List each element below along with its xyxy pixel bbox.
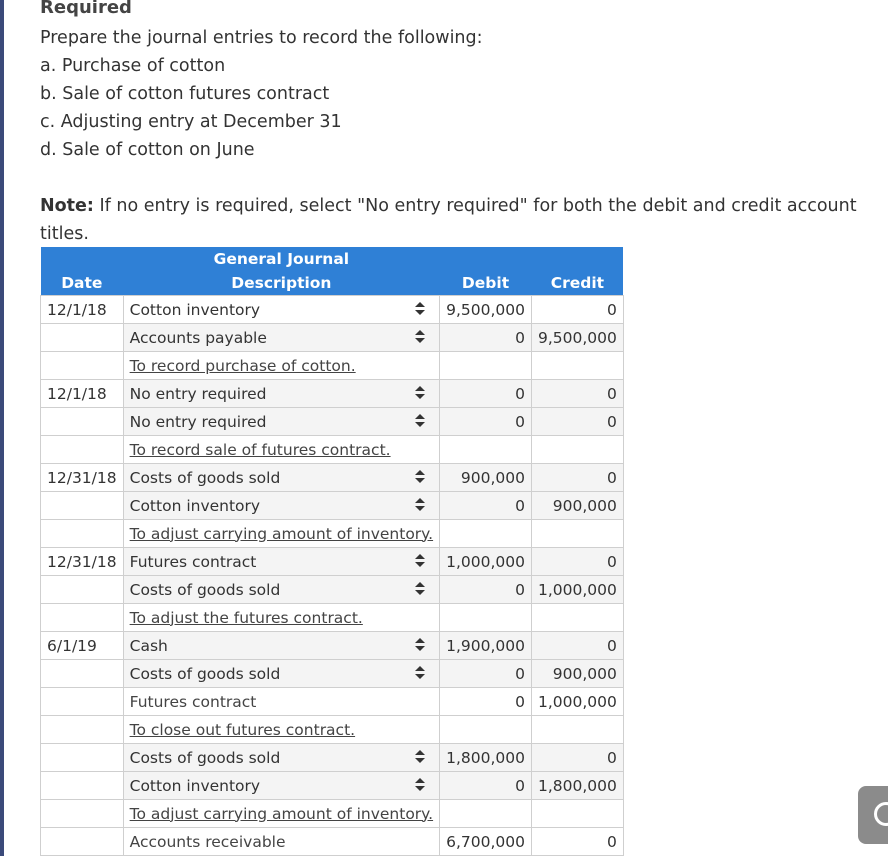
required-intro: Prepare the journal entries to record the following:	[40, 28, 483, 48]
credit-input[interactable]: 0	[531, 380, 623, 408]
credit-input[interactable]: 0	[531, 632, 623, 660]
required-item-d: d. Sale of cotton on June	[40, 140, 255, 160]
table-row	[41, 744, 624, 772]
account-select[interactable]	[123, 744, 439, 772]
account-select[interactable]	[123, 464, 439, 492]
memo-row	[41, 716, 624, 744]
table-row	[41, 576, 624, 604]
account-label: No entry required	[129, 412, 267, 431]
table-row	[41, 772, 624, 800]
header-credit: Credit	[531, 271, 623, 296]
date-cell	[41, 688, 124, 716]
memo-row	[41, 520, 624, 548]
date-cell	[41, 324, 124, 352]
select-updown-icon	[415, 582, 425, 596]
credit-input[interactable]: 0	[531, 548, 623, 576]
account-label: Accounts payable	[129, 328, 267, 347]
table-row	[41, 492, 624, 520]
note-label: Note:	[40, 196, 94, 216]
credit-input[interactable]: 9,500,000	[531, 324, 623, 352]
select-updown-icon	[415, 666, 425, 680]
arrow-up-circle-icon	[874, 802, 888, 826]
debit-input[interactable]: 0	[440, 324, 532, 352]
select-updown-icon	[415, 750, 425, 764]
date-cell	[41, 408, 124, 436]
credit-input[interactable]: 1,000,000	[531, 576, 623, 604]
account-label: Cotton inventory	[129, 300, 261, 319]
select-updown-icon	[415, 414, 425, 428]
date-cell: 12/31/18	[41, 464, 124, 492]
account-text: Futures contract	[123, 688, 439, 716]
header-date: Date	[41, 271, 124, 296]
date-cell	[41, 772, 124, 800]
select-updown-icon	[415, 302, 425, 316]
table-row	[41, 548, 624, 576]
date-cell	[41, 744, 124, 772]
table-row	[41, 324, 624, 352]
account-label: Costs of goods sold	[129, 664, 281, 683]
select-updown-icon	[415, 638, 425, 652]
credit-input[interactable]: 1,800,000	[531, 772, 623, 800]
table-row	[41, 464, 624, 492]
debit-input[interactable]: 1,000,000	[440, 548, 532, 576]
date-cell	[41, 660, 124, 688]
debit-input[interactable]: 0	[440, 492, 532, 520]
memo-row	[41, 352, 624, 380]
journal-title: General Journal	[123, 247, 439, 271]
select-updown-icon	[415, 498, 425, 512]
required-instructions	[40, 24, 483, 164]
date-cell: 12/1/18	[41, 380, 124, 408]
debit-input[interactable]: 0	[440, 408, 532, 436]
debit-input[interactable]: 0	[440, 688, 532, 716]
credit-input[interactable]: 0	[531, 744, 623, 772]
account-select[interactable]	[123, 296, 439, 324]
debit-input[interactable]: 6,700,000	[440, 828, 532, 856]
table-row	[41, 408, 624, 436]
memo-text[interactable]: To adjust carrying amount of inventory.	[123, 800, 439, 828]
scroll-to-top-button[interactable]	[858, 786, 888, 844]
account-label: Cotton inventory	[129, 496, 261, 515]
account-select[interactable]	[123, 324, 439, 352]
credit-input[interactable]: 0	[531, 828, 623, 856]
journal-body	[41, 296, 624, 856]
account-label: Cash	[129, 636, 168, 655]
memo-row	[41, 436, 624, 464]
debit-input[interactable]: 0	[440, 380, 532, 408]
table-row	[41, 296, 624, 324]
required-item-c: c. Adjusting entry at December 31	[40, 112, 342, 132]
date-cell	[41, 492, 124, 520]
debit-input[interactable]: 0	[440, 660, 532, 688]
account-label: Cotton inventory	[129, 776, 261, 795]
select-updown-icon	[415, 330, 425, 344]
table-row	[41, 828, 624, 856]
memo-text[interactable]: To adjust the futures contract.	[123, 604, 439, 632]
date-cell: 12/31/18	[41, 548, 124, 576]
credit-input[interactable]: 900,000	[531, 660, 623, 688]
account-select[interactable]	[123, 576, 439, 604]
account-label: Futures contract	[129, 552, 257, 571]
account-label: Costs of goods sold	[129, 748, 281, 767]
note-paragraph	[40, 192, 860, 248]
account-label: Costs of goods sold	[129, 580, 281, 599]
date-cell	[41, 828, 124, 856]
memo-row	[41, 800, 624, 828]
left-edge-bar	[0, 0, 4, 856]
account-text: Accounts receivable	[123, 828, 439, 856]
required-heading: Required	[40, 0, 132, 18]
debit-input[interactable]: 0	[440, 576, 532, 604]
debit-input[interactable]: 1,800,000	[440, 744, 532, 772]
credit-input[interactable]: 900,000	[531, 492, 623, 520]
required-item-b: b. Sale of cotton futures contract	[40, 84, 330, 104]
debit-input[interactable]: 900,000	[440, 464, 532, 492]
credit-input[interactable]: 0	[531, 296, 623, 324]
select-updown-icon	[415, 470, 425, 484]
date-cell: 6/1/19	[41, 632, 124, 660]
account-select[interactable]	[123, 772, 439, 800]
credit-input[interactable]: 0	[531, 408, 623, 436]
table-row	[41, 632, 624, 660]
debit-input[interactable]: 0	[440, 772, 532, 800]
table-row	[41, 688, 624, 716]
table-row	[41, 660, 624, 688]
general-journal-table	[40, 247, 624, 856]
account-select[interactable]	[123, 660, 439, 688]
header-debit: Debit	[440, 271, 532, 296]
select-updown-icon	[415, 778, 425, 792]
debit-input[interactable]: 9,500,000	[440, 296, 532, 324]
memo-text[interactable]: To adjust carrying amount of inventory.	[123, 520, 439, 548]
account-label: No entry required	[129, 384, 267, 403]
account-select[interactable]	[123, 380, 439, 408]
account-select[interactable]	[123, 632, 439, 660]
memo-text[interactable]: To record sale of futures contract.	[123, 436, 439, 464]
memo-row	[41, 604, 624, 632]
date-cell: 12/1/18	[41, 296, 124, 324]
header-description: Description	[123, 271, 439, 296]
memo-text[interactable]: To close out futures contract.	[123, 716, 439, 744]
required-item-a: a. Purchase of cotton	[40, 56, 226, 76]
memo-text[interactable]: To record purchase of cotton.	[123, 352, 439, 380]
note-text: If no entry is required, select "No entry required" for both the debit and credit account titles.	[40, 196, 857, 244]
account-select[interactable]	[123, 408, 439, 436]
select-updown-icon	[415, 554, 425, 568]
date-cell	[41, 576, 124, 604]
select-updown-icon	[415, 386, 425, 400]
account-select[interactable]	[123, 492, 439, 520]
credit-input[interactable]: 0	[531, 464, 623, 492]
debit-input[interactable]: 1,900,000	[440, 632, 532, 660]
account-select[interactable]	[123, 548, 439, 576]
account-label: Costs of goods sold	[129, 468, 281, 487]
credit-input[interactable]: 1,000,000	[531, 688, 623, 716]
table-row	[41, 380, 624, 408]
